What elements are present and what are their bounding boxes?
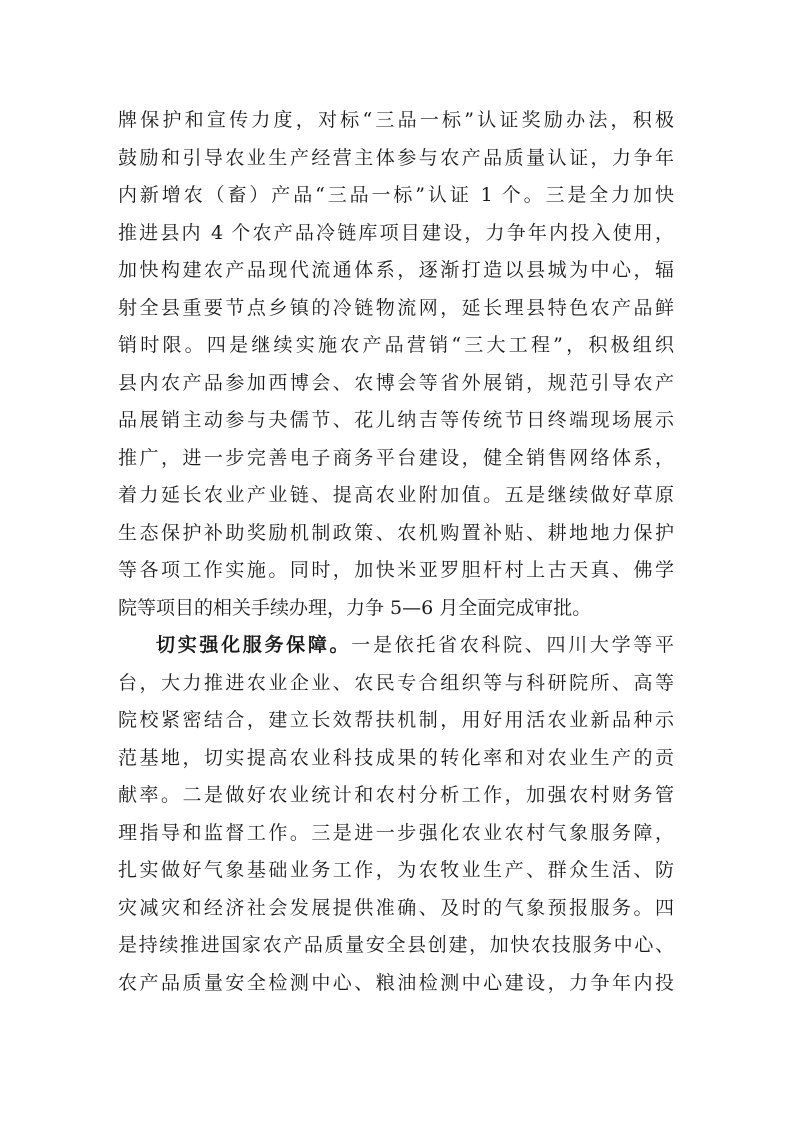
text-line: 鼓励和引导农业生产经营主体参与农产品质量认证，力争年 <box>118 146 674 169</box>
text-line: 是持续推进国家农产品质量安全县创建，加快农技服务中心、 <box>118 934 674 956</box>
text-line: 院等项目的相关手续办理，力争 5—6 月全面完成审批。 <box>118 596 592 619</box>
text-line: 着力延长农业产业链、提高农业附加值。五是继续做好草原 <box>118 484 674 506</box>
paragraph-market-development <box>118 102 674 627</box>
text-line: 销时限。四是继续实施农产品营销“三大工程”，积极组织 <box>118 334 674 356</box>
text-line: 范基地，切实提高农业科技成果的转化率和对农业生产的贡 <box>118 746 674 769</box>
text-line: 献率。二是做好农业统计和农村分析工作，加强农村财务管 <box>118 784 674 806</box>
text-line: 台，大力推进农业企业、农民专合组织等与科研院所、高等 <box>118 671 674 694</box>
text-line: 内新增农（畜）产品“三品一标”认证 1 个。三是全力加快 <box>118 184 674 206</box>
text-line: 县内农产品参加西博会、农博会等省外展销，规范引导农产 <box>118 371 674 394</box>
text-line: 扎实做好气象基础业务工作，为农牧业生产、群众生活、防 <box>118 859 674 881</box>
text-line: 等各项工作实施。同时，加快米亚罗胆杆村上古天真、佛学 <box>118 559 674 581</box>
text-line: 理指导和监督工作。三是进一步强化农业农村气象服务障， <box>118 821 674 844</box>
text-line: 推进县内 4 个农产品冷链库项目建设，力争年内投入使用， <box>118 221 674 244</box>
text-line: 牌保护和宣传力度，对标“三品一标”认证奖励办法，积极 <box>118 109 674 131</box>
section-heading: 切实强化服务保障。 <box>156 634 352 656</box>
text-line: 灾减灾和经济社会发展提供准确、及时的气象预报服务。四 <box>118 896 674 919</box>
paragraph-service-guarantee <box>118 627 674 1002</box>
text-line: 推广，进一步完善电子商务平台建设，健全销售网络体系， <box>118 446 674 469</box>
text-line: 院校紧密结合，建立长效帮扶机制，用好用活农业新品种示 <box>118 709 674 731</box>
text-line: 射全县重要节点乡镇的冷链物流网，延长理县特色农产品鲜 <box>118 296 674 319</box>
text-line: 生态保护补助奖励机制政策、农机购置补贴、耕地地力保护 <box>118 521 674 544</box>
text-line-rest: 一是依托省农科院、四川大学等平 <box>351 634 674 656</box>
text-line: 加快构建农产品现代流通体系，逐渐打造以县城为中心，辐 <box>118 259 674 281</box>
text-line: 农产品质量安全检测中心、粮油检测中心建设，力争年内投 <box>118 971 674 994</box>
document-page <box>118 102 674 1002</box>
text-line: 品展销主动参与夬儒节、花儿纳吉等传统节日终端现场展示 <box>118 409 674 431</box>
text-line <box>118 627 674 665</box>
